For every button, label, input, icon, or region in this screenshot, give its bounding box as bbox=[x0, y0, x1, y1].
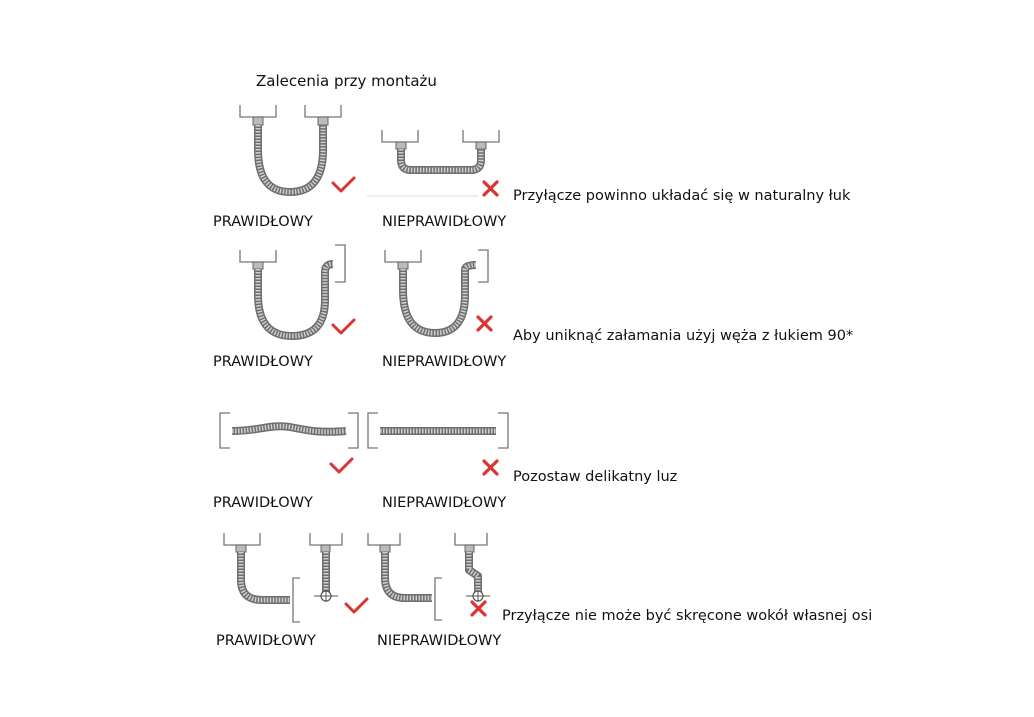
instruction-note: Przyłącze powinno układać się w naturalny łuk bbox=[513, 188, 851, 204]
cross-icon bbox=[484, 182, 497, 195]
hose-straight-correct bbox=[224, 533, 342, 622]
cross-icon bbox=[484, 461, 497, 474]
hose-kink-incorrect bbox=[385, 250, 488, 333]
incorrect-label: NIEPRAWIDŁOWY bbox=[377, 633, 502, 649]
correct-label: PRAWIDŁOWY bbox=[213, 214, 313, 230]
hose-elbow-correct bbox=[240, 245, 345, 336]
hose-tight-incorrect bbox=[368, 413, 508, 448]
incorrect-label: NIEPRAWIDŁOWY bbox=[382, 495, 507, 511]
hose-slack-correct bbox=[220, 413, 358, 448]
checkmark-icon bbox=[333, 320, 354, 333]
instruction-note: Pozostaw delikatny luz bbox=[513, 469, 678, 485]
instruction-note: Przyłącze nie może być skręcone wokół własnej osi bbox=[502, 608, 873, 624]
correct-label: PRAWIDŁOWY bbox=[213, 354, 313, 370]
correct-label: PRAWIDŁOWY bbox=[213, 495, 313, 511]
hose-taut-incorrect bbox=[367, 130, 499, 196]
checkmark-icon bbox=[346, 599, 367, 612]
incorrect-label: NIEPRAWIDŁOWY bbox=[382, 354, 507, 370]
cross-icon bbox=[478, 317, 491, 330]
cross-icon bbox=[472, 602, 485, 615]
page-title: Zalecenia przy montażu bbox=[256, 72, 437, 90]
correct-label: PRAWIDŁOWY bbox=[216, 633, 316, 649]
checkmark-icon bbox=[333, 178, 354, 191]
instruction-note: Aby uniknąć załamania użyj węża z łukiem 90* bbox=[513, 328, 854, 344]
incorrect-label: NIEPRAWIDŁOWY bbox=[382, 214, 507, 230]
hose-u-correct bbox=[240, 105, 341, 192]
checkmark-icon bbox=[331, 459, 352, 472]
hose-twisted-incorrect bbox=[368, 533, 490, 620]
